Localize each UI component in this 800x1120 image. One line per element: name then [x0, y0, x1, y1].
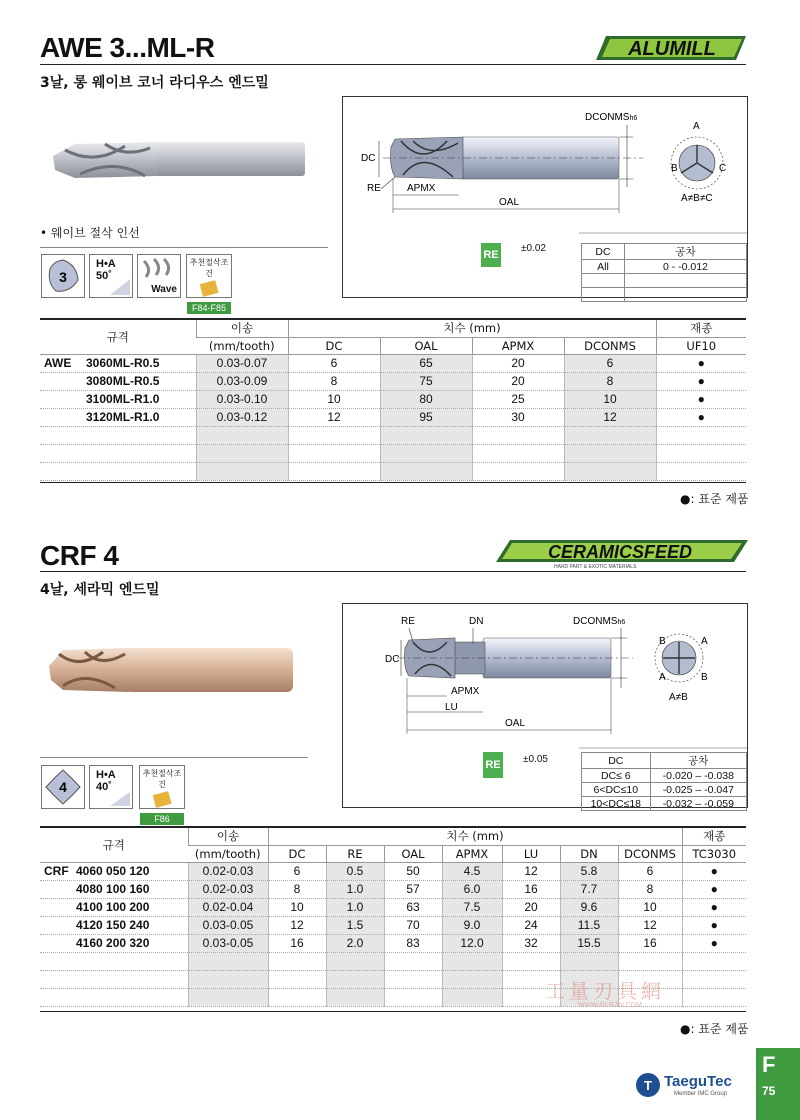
table-row: AWE 3060ML-R0.5 0.03-0.07 6 65 20 6 ● — [40, 354, 746, 372]
feature-note: • 웨이브 절삭 인선 — [40, 226, 140, 240]
awe-tool-image — [45, 128, 310, 193]
dc-tolerance-table: DC 공차 DC≤ 6 -0.020 – -0.038 6<DC≤10 -0.025 – -0.047 10<DC≤18 -0.032 – -0.059 — [581, 752, 747, 811]
dconms-label: DCONMSh6 — [585, 112, 638, 123]
crf-tool-image — [45, 640, 295, 698]
svg-text:3: 3 — [59, 269, 67, 285]
svg-text:A: A — [701, 636, 708, 647]
svg-text:C: C — [719, 163, 727, 174]
crf-spec-table: 규격 이송 치수 (mm) 재종 (mm/tooth) DC RE OAL APMX LU DN DCONMS TC3030 CRF 4060 050 120 0.02-0.03 6 0.5 50 4.5 12 5.8 6 ● 4080 100 160 0.02-0.03 8 1.0 57 6.0 16 7.7 8 ● 4100 100 200 0.02-0.04 10 1.0 63 7.5 20 9.6 10 ● 4120 150 240 0.03-0.05 12 1.5 70 9.0 24 11.5 12 ● 4160 200 320 0.03-0.05 16 2.0 83 12.0 32 15.5 16 ● — [40, 828, 746, 1007]
svg-text:T: T — [644, 1078, 652, 1093]
col-spec: 규격 — [40, 320, 196, 354]
svg-text:A: A — [659, 672, 666, 683]
svg-text:APMX: APMX — [407, 183, 436, 194]
svg-text:OAL: OAL — [499, 197, 520, 208]
cutting-conditions-icon[interactable]: 추천절삭조건 F84-F85 — [186, 254, 232, 298]
table-row: 4100 100 200 0.02-0.04 10 1.0 63 7.5 20 9.6 10 ● — [40, 898, 746, 916]
section1-subtitle: 3날, 롱 웨이브 코너 라디우스 엔드밀 — [40, 75, 269, 91]
wave-edge-icon: Wave — [137, 254, 181, 298]
page-number: 75 — [762, 1084, 776, 1098]
taegutec-logo: T TaeguTec Member IMC Group — [634, 1071, 754, 1101]
section2-title: CRF 4 — [40, 540, 119, 571]
re-tolerance-badge: RE — [481, 243, 501, 267]
standard-legend: ●: 표준 제품 — [680, 492, 749, 506]
svg-text:A≠B≠C: A≠B≠C — [681, 193, 713, 204]
flute-count-icon — [41, 765, 85, 809]
watermark-text: 工量刃具網 — [545, 979, 665, 1003]
svg-text:HARD PART & EXOTIC MATERIALS: HARD PART & EXOTIC MATERIALS — [554, 564, 637, 570]
table-row: 4120 150 240 0.03-0.05 12 1.5 70 9.0 24 11.5 12 ● — [40, 916, 746, 934]
table-row: 4080 100 160 0.02-0.03 8 1.0 57 6.0 16 7.7 8 ● — [40, 880, 746, 898]
table-row: 3100ML-R1.0 0.03-0.10 10 80 25 10 ● — [40, 390, 746, 408]
helix-angle-icon: H•A 50˚ — [89, 254, 133, 298]
table-row: 4160 200 320 0.03-0.05 16 2.0 83 12.0 32 15.5 16 ● — [40, 934, 746, 952]
section-tab-f[interactable]: F 75 — [756, 1048, 800, 1120]
svg-text:B: B — [659, 636, 666, 647]
alumill-logo-text: ALUMILL — [628, 38, 716, 60]
awe-spec-table: 규격 이송 치수 (mm) 재종 (mm/tooth) DC OAL APMX DCONMS UF10 AWE 3060ML-R0.5 0.03-0.07 6 65 20 6 ● 3080ML-R0.5 0.03-0.09 8 75 20 8 ● 3100ML-R1.0 0.03-0.10 10 80 25 10 ● 3120ML-R1.0 0.03-0.12 12 95 30 12 ● — [40, 320, 746, 481]
svg-text:4: 4 — [59, 779, 67, 795]
crf-drawing-panel — [342, 603, 748, 808]
watermark-url: WWW.GLRJW.COM — [578, 1002, 642, 1009]
svg-text:DCONMSh6: DCONMSh6 — [573, 616, 626, 627]
svg-text:DC: DC — [385, 654, 400, 665]
svg-text:B: B — [671, 163, 678, 174]
svg-text:RE: RE — [367, 183, 381, 194]
svg-text:B: B — [701, 672, 708, 683]
table-row: 3080ML-R0.5 0.03-0.09 8 75 20 8 ● — [40, 372, 746, 390]
svg-text:CERAMICSFEED: CERAMICSFEED — [547, 542, 693, 562]
svg-text:LU: LU — [445, 702, 458, 713]
table-row: 3120ML-R1.0 0.03-0.12 12 95 30 12 ● — [40, 408, 746, 426]
helix-angle-icon: H•A 40˚ — [89, 765, 133, 809]
dc-tolerance-table: DC 공차 All 0 - -0.012 — [581, 243, 747, 302]
svg-text:OAL: OAL — [505, 718, 526, 729]
section1-title: AWE 3...ML-R — [40, 32, 215, 63]
alumill-logo — [596, 30, 756, 64]
re-tolerance-value: ±0.02 — [521, 243, 546, 254]
standard-legend: ●: 표준 제품 — [680, 1022, 749, 1036]
flute-count-icon — [41, 254, 85, 298]
table-row: CRF 4060 050 120 0.02-0.03 6 0.5 50 4.5 12 5.8 6 ● — [40, 862, 746, 880]
svg-text:DC: DC — [361, 153, 376, 164]
svg-text:DN: DN — [469, 616, 484, 627]
svg-text:RE: RE — [401, 616, 415, 627]
svg-text:APMX: APMX — [451, 686, 480, 697]
cutting-conditions-icon[interactable]: 추천절삭조건 F86 — [139, 765, 185, 809]
svg-text:A: A — [693, 121, 700, 132]
re-tolerance-badge: RE — [483, 752, 503, 778]
re-tolerance-value: ±0.05 — [523, 754, 548, 765]
awe-drawing-panel — [342, 96, 748, 298]
ceramicsfeed-logo — [494, 536, 750, 570]
svg-text:A≠B: A≠B — [669, 692, 688, 703]
section2-subtitle: 4날, 세라믹 엔드밀 — [40, 582, 160, 598]
